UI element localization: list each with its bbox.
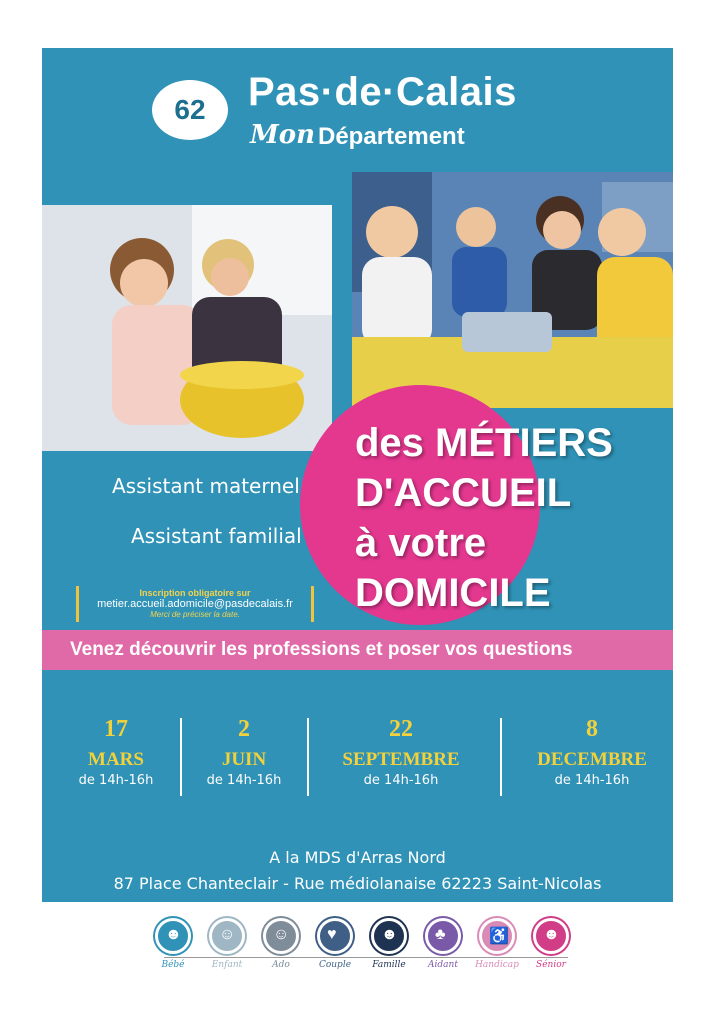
couple-icon: ♥ <box>317 918 353 954</box>
date-month: DECEMBRE <box>537 749 647 770</box>
date-block-mars <box>66 716 166 788</box>
age-group-label: Couple <box>318 960 352 970</box>
age-group-famille <box>366 918 412 970</box>
date-block-juin <box>194 716 294 788</box>
age-group-label: Ado <box>272 960 290 970</box>
headline <box>355 418 613 618</box>
date-time: de 14h-16h <box>206 773 282 788</box>
inscription-email-link[interactable]: metier.accueil.adomicile@pasdecalais.fr <box>97 598 293 610</box>
age-group-senior <box>528 918 574 970</box>
date-block-decembre <box>514 716 670 788</box>
senior-icon: ☻ <box>533 918 569 954</box>
job-assistant-familial: Assistant familial <box>131 524 302 548</box>
date-day: 8 <box>586 716 598 742</box>
department-name: Pas·de·Calais <box>248 70 517 114</box>
baby-icon: ☻ <box>155 918 191 954</box>
date-day: 22 <box>389 716 413 742</box>
inscription-date-note: Merci de préciser la date. <box>150 610 240 619</box>
age-groups-strip <box>150 918 580 978</box>
age-group-label: Handicap <box>475 960 519 970</box>
age-group-handicap <box>474 918 520 970</box>
date-day: 2 <box>238 716 250 742</box>
date-day: 17 <box>104 716 128 742</box>
age-group-aidant <box>420 918 466 970</box>
headline-line-2: D'ACCUEIL <box>355 471 572 515</box>
wheelchair-icon: ♿ <box>479 918 515 954</box>
department-number-badge: 62 <box>152 80 228 140</box>
date-separator <box>307 718 309 796</box>
discover-banner: Venez découvrir les professions et poser vos questions <box>42 630 673 670</box>
family-icon: ☻ <box>371 918 407 954</box>
photo-children-playing <box>352 172 673 408</box>
date-block-septembre <box>318 716 484 788</box>
date-time: de 14h-16h <box>554 773 630 788</box>
photo-children-playing-illustration <box>352 172 673 408</box>
date-month: MARS <box>88 749 144 770</box>
caregiver-icon: ♣ <box>425 918 461 954</box>
teen-icon: ☺ <box>263 918 299 954</box>
date-separator <box>180 718 182 796</box>
photo-girl-cooking-illustration <box>42 205 332 451</box>
departement-label: Département <box>318 123 465 150</box>
date-time: de 14h-16h <box>363 773 439 788</box>
date-time: de 14h-16h <box>78 773 154 788</box>
age-group-label: Enfant <box>211 960 243 970</box>
inscription-box <box>76 586 314 622</box>
age-group-enfant <box>204 918 250 970</box>
child-icon: ☺ <box>209 918 245 954</box>
date-month: SEPTEMBRE <box>342 749 460 770</box>
age-group-label: Bébé <box>161 960 185 970</box>
mon-label: Mon <box>250 120 316 150</box>
age-group-ado <box>258 918 304 970</box>
inscription-notice: Inscription obligatoire sur <box>139 588 251 598</box>
age-group-label: Sénior <box>536 960 566 970</box>
age-group-label: Aidant <box>428 960 458 970</box>
age-group-bebe <box>150 918 196 970</box>
photo-girl-cooking <box>42 205 332 451</box>
address-street: 87 Place Chanteclair - Rue médiolanaise 62223 Saint-Nicolas <box>113 874 602 893</box>
address-venue: A la MDS d'Arras Nord <box>269 848 446 867</box>
age-group-couple <box>312 918 358 970</box>
date-separator <box>500 718 502 796</box>
headline-line-3: à votre <box>355 521 487 565</box>
headline-line-4: DOMICILE <box>355 571 551 615</box>
job-assistant-maternel: Assistant maternel <box>112 474 300 498</box>
date-month: JUIN <box>221 749 267 770</box>
headline-line-1: des MÉTIERS <box>355 421 613 465</box>
age-group-label: Famille <box>372 960 406 970</box>
